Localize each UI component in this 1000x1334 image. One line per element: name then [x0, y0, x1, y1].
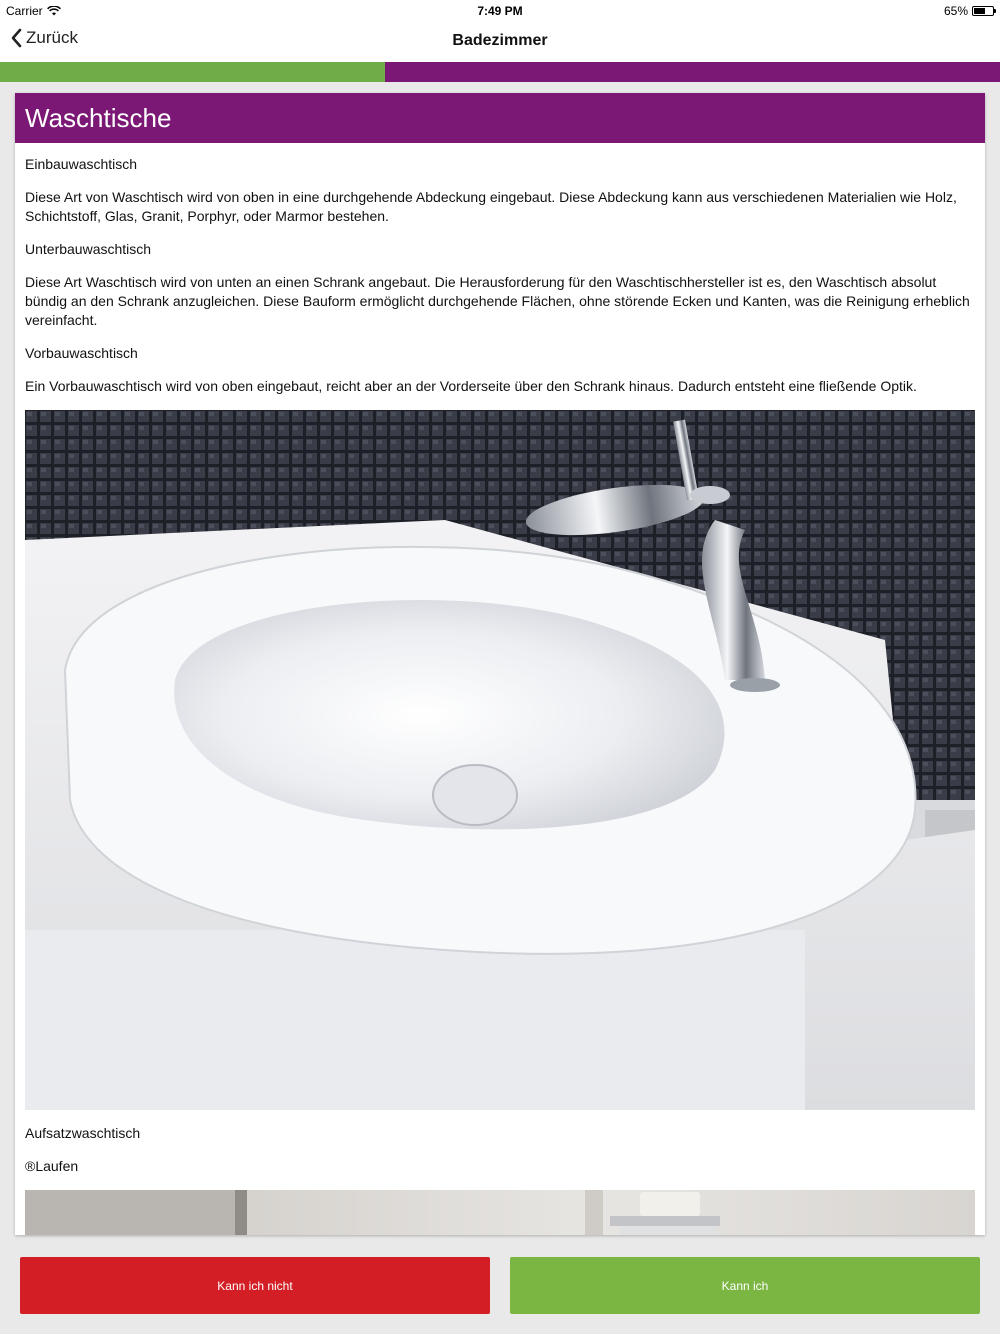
- status-bar: [0, 0, 1000, 22]
- card-body: [15, 143, 985, 1235]
- navigation-bar: [0, 22, 1000, 62]
- image-credit: ®Laufen: [25, 1158, 79, 1174]
- cannot-button[interactable]: Kann ich nicht: [20, 1257, 490, 1314]
- battery-info: [944, 4, 994, 18]
- section-text: Diese Art Waschtisch wird von unten an einen Schrank angebaut. Die Herausforderung für den Waschtischhersteller ist es, den Waschtisch absolut bündig an den Schrank anzugleichen. Diese Bauform ermöglicht durchgehende Flächen, ohne störende Ecken und Kanten, was die Reinigung erheblich vereinfacht.: [25, 274, 970, 328]
- section-heading: Einbauwaschtisch: [25, 156, 138, 172]
- progress-remaining: [385, 62, 1000, 82]
- section-heading: Unterbauwaschtisch: [25, 241, 152, 257]
- battery-level: [974, 8, 985, 14]
- battery-icon: [972, 6, 994, 16]
- carrier-label: Carrier: [6, 4, 43, 18]
- can-button[interactable]: Kann ich: [510, 1257, 980, 1314]
- card-title: Waschtische: [15, 93, 985, 143]
- progress-done: [0, 62, 385, 82]
- washbasin-photo: [25, 410, 975, 1110]
- back-label: Zurück: [26, 28, 78, 47]
- page-title: Badezimmer: [452, 32, 548, 49]
- battery-percent: 65%: [943, 4, 968, 18]
- washbasin-illustration: [25, 410, 975, 1110]
- action-bar: [0, 1244, 1000, 1334]
- second-photo: [25, 1190, 975, 1235]
- section-heading: Aufsatzwaschtisch: [25, 1125, 141, 1141]
- progress-bar: [0, 62, 1000, 82]
- clock: 7:49 PM: [477, 4, 523, 18]
- section-text: Diese Art von Waschtisch wird von oben in eine durchgehende Abdeckung eingebaut. Diese Abdeckung kann aus verschiedenen Materialien wie Holz, Schichtstoff, Glas, Granit, Porphyr, oder Marmor bestehen.: [25, 189, 957, 224]
- section-heading: Vorbauwaschtisch: [25, 345, 138, 361]
- second-photo-illustration: [25, 1190, 975, 1235]
- section-text: Ein Vorbauwaschtisch wird von oben eingebaut, reicht aber an der Vorderseite über den Schrank hinaus. Dadurch entsteht eine fließende Optik.: [25, 378, 917, 394]
- content-card[interactable]: [15, 93, 985, 1235]
